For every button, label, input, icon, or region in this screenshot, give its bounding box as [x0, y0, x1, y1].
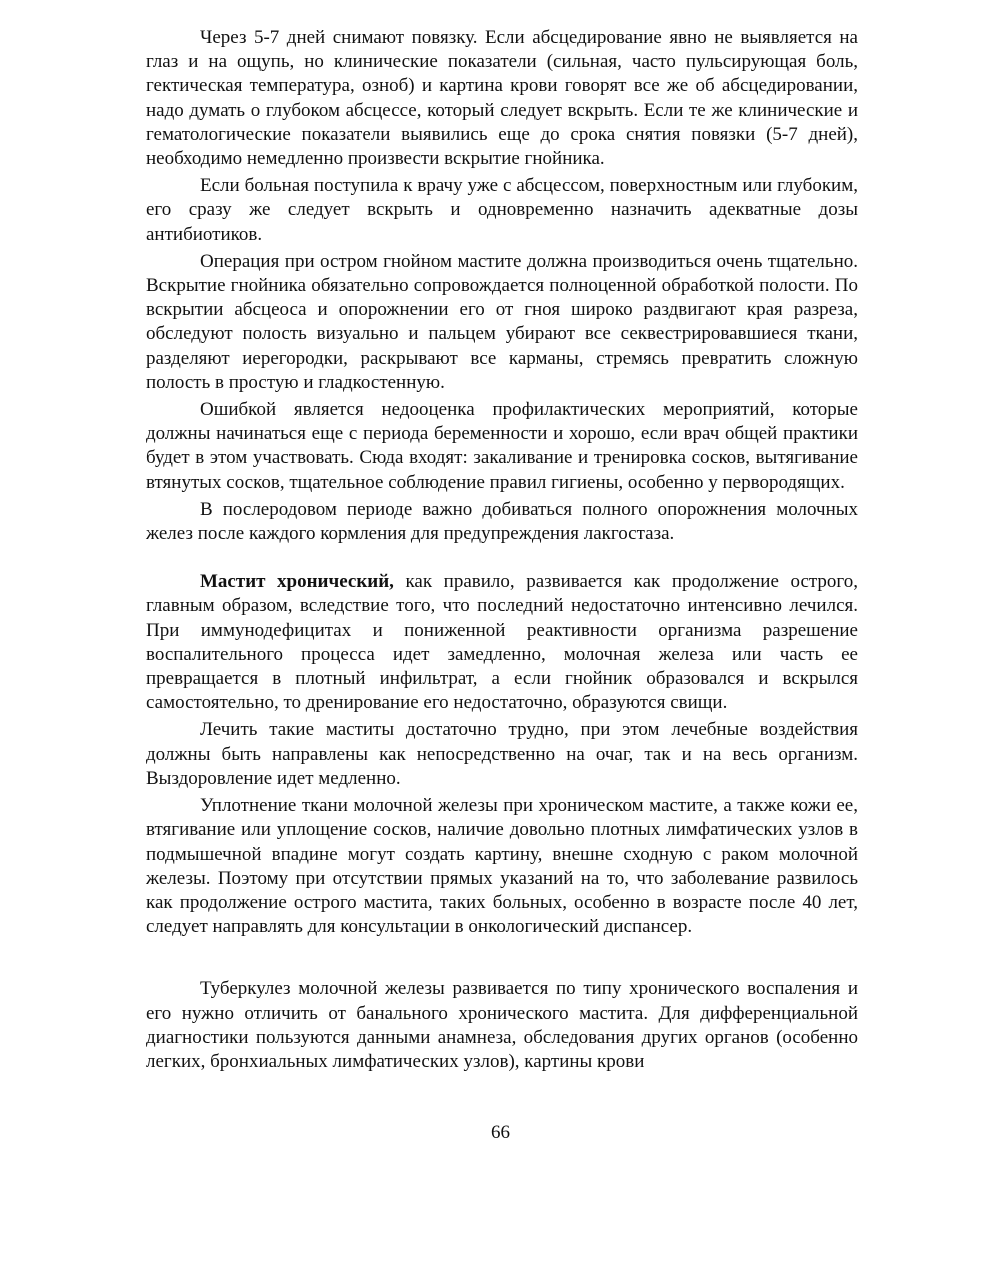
- page-number: 66: [491, 1122, 510, 1143]
- paragraph-tuberculosis: Туберкулез молочной железы развивается по типу хронического воспаления и его нужно отличить от банального хронического мастита. Для дифференциальной диагностики пользуются данными анамнеза, обследования других органов (особенно легких, бронхиальных лимфатических узлов), картины крови: [146, 978, 858, 1072]
- paragraph-postpartum: В послеродовом периоде важно добиваться полного опорожнения молочных желез после каждого кормления для предупреждения лакгостаза.: [146, 498, 858, 545]
- paragraph-differential-cancer: Уплотнение ткани молочной железы при хроническом мастите, а также кожи ее, втягивание или уплощение сосков, наличие довольно плотных лимфатических узлов в подмышечной впадине могут создать картину, внешне сходную с раком молочной железы. Поэтому при отсутствии прямых указаний на то, что заболевание развилось как продолжение острого мастита, таких больных, особенно в возрасте после 40 лет, следует направлять для консультации в онкологический диспансер.: [146, 795, 858, 938]
- paragraph-abscess-admission: Если больная поступила к врачу уже с абсцессом, поверхностным или глубоким, его сразу же следует вскрыть и одновременно назначить адекватные дозы антибиотиков.: [146, 175, 858, 245]
- paragraph-operation: Операция при остром гнойном мастите должна производиться очень тщательно. Вскрытие гнойника обязательно сопровождается полноценной обработкой полости. По вскрытии абсцеоса и опорожнении его от гноя широко раздвигают края разреза, обследуют полость визуально и пальцем убирают все секвестрировавшиеся ткани, разделяют иерегородки, раскрывают все карманы, стремясь превратить сложную полость в простую и гладкостенную.: [146, 250, 858, 393]
- chronic-mastitis-heading: Мастит хронический,: [200, 571, 394, 593]
- paragraph-dressing-removal: Через 5-7 дней снимают повязку. Если абсцедирование явно не выявляется на глаз и на ощупь, но клинические показатели (сильная, часто пульсирующая боль, гектическая температура, озноб) и картина крови говорят все же об абсцедировании, надо думать о глубоком абсцессе, который следует вскрыть. Если те же клинические и гематологические показатели выявились еще до срока снятия повязки (5-7 дней), необходимо немедленно произвести вскрытие гнойника.: [146, 27, 858, 170]
- paragraph-chronic-mastitis: [146, 570, 858, 715]
- chronic-mastitis-text: как правило, развивается как продолжение острого, главным образом, вследствие того, что последний недостаточно интенсивно лечился. При иммунодефицитах и пониженной реактивности организма разрешение воспалительного процесса идет замедленно, молочная железа или часть ее превращается в плотный инфильтрат, а если гнойник образовался и вскрылся самостоятельно, то дренирование его недостаточно, образуются свищи.: [146, 571, 858, 714]
- document-page: [146, 26, 858, 1074]
- paragraph-treatment-difficulty: Лечить такие маститы достаточно трудно, при этом лечебные воздействия должны быть направлены как непосредственно на очаг, так и на весь организм. Выздоровление идет медленно.: [146, 719, 858, 789]
- paragraph-prevention-error: Ошибкой является недооценка профилактических мероприятий, которые должны начинаться еще с периода беременности и хорошо, если врач общей практики будет в этом участвовать. Сюда входят: закаливание и тренировка сосков, вытягивание втянутых сосков, тщательное соблюдение правил гигиены, особенно у первородящих.: [146, 399, 858, 493]
